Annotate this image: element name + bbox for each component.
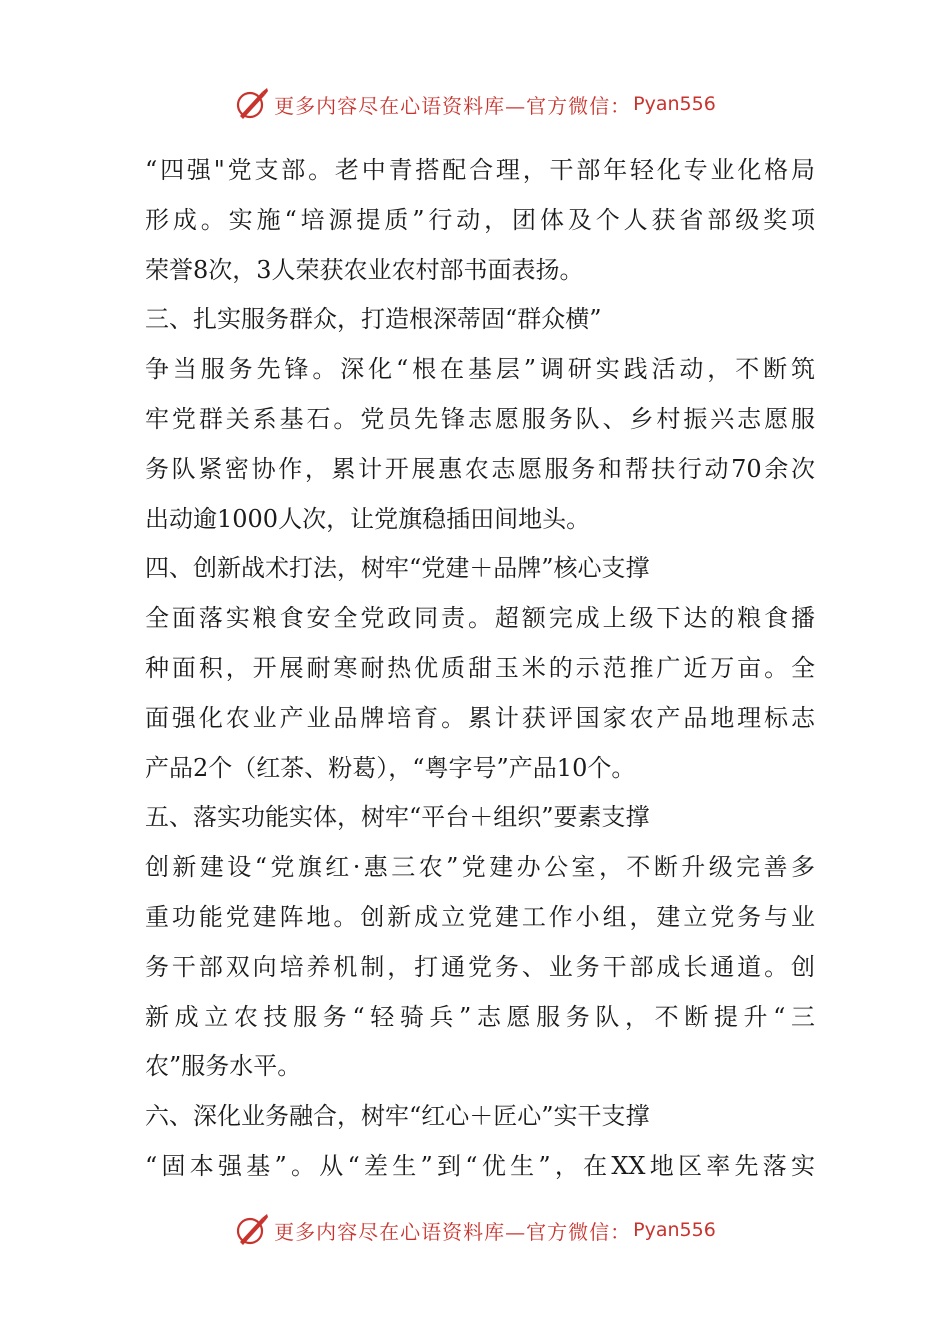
pen-circle-logo-icon [234, 1212, 270, 1248]
footer-watermark [0, 1208, 950, 1252]
text-line: 全面落实粮食安全党政同责。超额完成上级下达的粮食播 [145, 604, 815, 633]
watermark-text: 更多内容尽在心语资料库—官方微信： [274, 93, 632, 118]
text-line: “四强"党支部。老中青搭配合理，干部年轻化专业化格局 [145, 156, 815, 184]
text-line: 牢党群关系基石。党员先锋志愿服务队、乡村振兴志愿服 [145, 404, 815, 433]
watermark-text: 更多内容尽在心语资料库—官方微信： [274, 1219, 632, 1244]
text-line: 重功能党建阵地。创新成立党建工作小组，建立党务与业 [145, 902, 815, 931]
watermark-contact: Pyan556 [633, 1219, 716, 1241]
document-body [145, 146, 815, 1192]
text-line: 务队紧密协作，累计开展惠农志愿服务和帮扶行动70余次 [145, 454, 815, 483]
text-line: 新成立农技服务“轻骑兵”志愿服务队，不断提升“三 [145, 1002, 815, 1031]
text-line: 种面积，开展耐寒耐热优质甜玉米的示范推广近万亩。全 [145, 653, 815, 682]
text-line: 三、扎实服务群众，打造根深蒂固“群众横” [145, 305, 602, 334]
watermark-contact: Pyan556 [633, 93, 716, 115]
text-line: 形成。实施“培源提质”行动，团体及个人获省部级奖项 [145, 205, 815, 234]
header-watermark [0, 82, 950, 126]
text-line: 农”服务水平。 [145, 1052, 302, 1081]
text-line: 面强化农业产业品牌培育。累计获评国家农产品地理标志 [145, 703, 815, 732]
text-line: 五、落实功能实体，树牢“平台＋组织”要素支撑 [145, 803, 650, 832]
text-line: 务干部双向培养机制，打通党务、业务干部成长通道。创 [145, 952, 815, 981]
text-line: 争当服务先锋。深化“根在基层”调研实践活动，不断筑 [145, 355, 815, 384]
text-line: 荣誉8次，3人荣获农业农村部书面表扬。 [145, 255, 584, 284]
text-line: 出动逾1000人次，让党旗稳插田间地头。 [145, 504, 591, 533]
text-line: 六、深化业务融合，树牢“红心＋匠心”实干支撑 [145, 1102, 650, 1131]
text-line: “固本强基”。从“差生”到“优生”，在XX地区率先落实 [145, 1151, 815, 1180]
text-line: 创新建设“党旗红·惠三农”党建办公室，不断升级完善多 [145, 853, 815, 882]
text-line: 产品2个（红茶、粉葛），“粤字号”产品10个。 [145, 753, 636, 782]
text-line: 四、创新战术打法，树牢“党建＋品牌”核心支撑 [145, 554, 650, 583]
pen-circle-logo-icon [234, 86, 270, 122]
